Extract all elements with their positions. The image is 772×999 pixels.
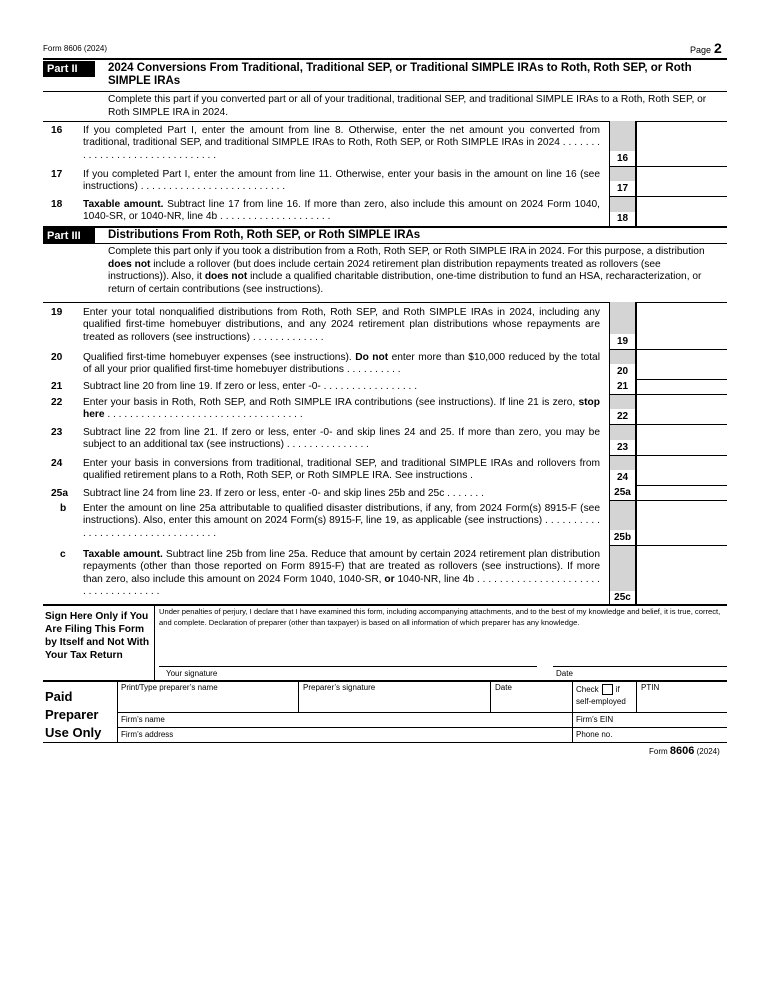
sign-here-label: Sign Here Only if You Are Filing This Form by Itself and Not With Your Tax Return [45, 611, 150, 661]
part3-intro-a: Complete this part only if you took a distribution from a Roth, Roth SEP, or Roth SIMPLE IRA in 2024. For this purpose, a distribution [108, 246, 705, 257]
page-number-value: 2 [714, 40, 722, 56]
ptin-label: PTIN [641, 683, 660, 692]
line-23-box: 23 [609, 440, 636, 455]
sign-top-rule [43, 604, 727, 606]
preparer-date-field[interactable] [492, 694, 570, 711]
sign-date-line[interactable] [553, 666, 727, 667]
line-18-bold: Taxable amount. [83, 199, 164, 210]
line-18-text [83, 199, 600, 224]
form-id-header: Form 8606 (2024) [43, 44, 108, 53]
firm-ein-field[interactable] [616, 713, 726, 726]
part3-intro [108, 246, 723, 296]
footer-year: (2024) [696, 747, 720, 756]
line-17-box: 17 [609, 181, 636, 196]
line-25b-amount[interactable] [637, 501, 726, 544]
line-18-number: 18 [51, 199, 63, 210]
line-22-text [83, 397, 600, 422]
part3-title: Distributions From Roth, Roth SEP, or Roth SIMPLE IRAs [108, 229, 421, 241]
prep-col-1 [298, 680, 299, 712]
page-word: Page [690, 45, 712, 55]
your-signature-label: Your signature [166, 669, 218, 678]
preparer-signature-field[interactable] [300, 694, 488, 711]
footer-form-number: 8606 [669, 745, 695, 757]
line-25c-bold2: or [384, 573, 395, 585]
prep-col-3 [572, 680, 573, 742]
part3-intro-d: does not [204, 271, 248, 282]
sign-date-label: Date [556, 669, 573, 678]
line-25c-text [83, 549, 600, 599]
line-25b-box: 25b [609, 530, 636, 545]
line-23-number: 23 [51, 427, 63, 438]
preparer-signature-label: Preparer’s signature [303, 683, 376, 692]
sign-divider [154, 604, 155, 680]
shade-22 [609, 394, 636, 409]
line-25b-text: Enter the amount on line 25a attributable to qualified disaster distributions, if any, from 2024 Form(s) 8915-F (see instructions). Also, enter this amount on 2024 Form(s) 8915-F, line 19, as applicable (see instructions) . . . . . . . . . . . . . . . . . . . . . . . . . . . . . . . . . . [83, 503, 600, 539]
line-23-amount[interactable] [637, 425, 726, 454]
line-20-b: enter more than $10,000 reduced by the total of all your prior qualified first-time homebuyer distributions . . . . . . . . . . [83, 352, 600, 376]
phone-label: Phone no. [576, 730, 613, 739]
penalty-statement: Under penalties of perjury, I declare that I have examined this form, including accompanying attachments, and to the best of my knowledge and belief, it is true, correct, and complete. Declaration of preparer (other than taxpayer) is based on all information of which preparer has any knowledge. [159, 607, 721, 627]
line-24-box: 24 [609, 470, 636, 485]
line-22-a: Enter your basis in Roth, Roth SEP, and Roth SIMPLE IRA contributions (see instructions). If line 21 is zero, [83, 397, 579, 408]
part3-intro-b: does not [108, 258, 151, 270]
line-25c-bold: Taxable amount. [83, 549, 163, 560]
firm-name-label: Firm’s name [121, 715, 165, 724]
firm-ein-label: Firm’s EIN [576, 715, 614, 724]
self-employed-checkbox[interactable] [602, 684, 613, 695]
line-25a-text: Subtract line 24 from line 23. If zero or less, enter -0- and skip lines 25b and 25c . . . . . . . [83, 488, 484, 499]
line-25b-number: b [60, 503, 67, 514]
header-rule [43, 58, 727, 60]
line-25a-amount[interactable] [637, 486, 726, 499]
line-21-box: 21 [609, 379, 636, 394]
line-16-box: 16 [609, 151, 636, 166]
line-25a-box: 25a [609, 485, 636, 500]
part2-title-rule [43, 91, 727, 92]
line-18-box: 18 [609, 212, 636, 226]
ptin-field[interactable] [638, 694, 726, 711]
line-25c-box: 25c [609, 591, 636, 604]
line-16-text: If you completed Part I, enter the amount from line 8. Otherwise, enter the net amount you converted from traditional, traditional SEP, and traditional SIMPLE IRAs to Roth, Roth SEP, or Roth SIMPLE IRAs in 2024 . . . . . . . . . . . . . . . . . . . . . . . . . . . . . . . [83, 125, 600, 161]
line-18-body: Subtract line 17 from line 16. If more than zero, also include this amount on 2024 Form 1040, 1040-SR, or 1040-NR, line 4b . . . . . . . . . . . . . . . . . . . . [83, 199, 600, 223]
line-23-text: Subtract line 22 from line 21. If zero or less, enter -0- and skip lines 24 and 25. If more than zero, you may be subject to an additional tax (see instructions) . . . . . . . . . . . . . . . [83, 427, 600, 451]
line-19-box: 19 [609, 334, 636, 349]
shade-25c [609, 545, 636, 591]
line-21-amount[interactable] [637, 380, 726, 393]
part2-intro: Complete this part if you converted part or all of your traditional, traditional SEP, and traditional SIMPLE IRAs to a Roth, Roth SEP, or Roth SIMPLE IRA in 2024. [108, 94, 707, 118]
self-employed-label: self-employed [576, 697, 626, 706]
line-20-box: 20 [609, 364, 636, 379]
line-21-number: 21 [51, 381, 63, 392]
line-22-amount[interactable] [637, 395, 726, 423]
line-22-bold: stop here [83, 397, 600, 421]
part3-title-rule [43, 243, 727, 244]
firm-address-label: Firm’s address [121, 730, 174, 739]
line-22-box: 22 [609, 409, 636, 424]
line-22-b: . . . . . . . . . . . . . . . . . . . . . . . . . . . . . . . . . . . [104, 409, 303, 421]
part3-intro-e: include a qualified charitable distribution, one-time distribution to fund an HSA, recharacterization, or return of certain contributions (see instructions). [108, 271, 702, 295]
line-18-amount[interactable] [637, 197, 726, 225]
self-employed-check [576, 684, 626, 708]
line-25c-amount[interactable] [637, 546, 726, 603]
line-19-number: 19 [51, 307, 63, 318]
shade-20 [609, 349, 636, 364]
line-20-a: Qualified first-time homebuyer expenses (see instructions). [83, 352, 356, 363]
firm-name-field[interactable] [170, 713, 570, 726]
line-25c-a: Subtract line 25b from line 25a. Reduce that amount by certain 2024 retirement plan distribution repayments (other than those reported on Form 8915-F) that are treated as rollovers (see instructions). If more than zero, also include this amount on 2024 Form 1040, 1040-SR, [83, 549, 600, 585]
preparer-divider [117, 680, 118, 742]
preparer-name-label: Print/Type preparer’s name [121, 683, 218, 692]
footer-form-word: Form [649, 747, 668, 756]
line-20-number: 20 [51, 352, 63, 363]
line-16-number: 16 [51, 125, 63, 136]
line-25a-number: 25a [51, 488, 68, 499]
shade-18 [609, 196, 636, 212]
form-footer [649, 745, 720, 757]
part3-top-rule [43, 226, 727, 228]
shade-24 [609, 455, 636, 470]
preparer-top-rule [43, 680, 727, 682]
line-24-text: Enter your basis in conversions from traditional, traditional SEP, and traditional SIMPLE IRAs and rollovers from qualified retirement plans to a Roth, Roth SEP, or Roth SIMPLE IRA. See instructions . [83, 458, 600, 482]
preparer-date-label: Date [495, 683, 512, 692]
page-number [690, 40, 722, 56]
part3-label: Part III [43, 228, 95, 244]
line-20-amount[interactable] [637, 350, 726, 378]
line-17-number: 17 [51, 169, 63, 180]
line-16-amount[interactable] [637, 122, 726, 165]
paid-preparer-label: Paid Preparer Use Only [45, 689, 102, 740]
preparer-name-field[interactable] [120, 694, 296, 711]
shade-17 [609, 166, 636, 181]
part2-title: 2024 Conversions From Traditional, Traditional SEP, or Traditional SIMPLE IRAs to Roth, Roth SEP, or Roth SIMPLE IRAs [108, 62, 692, 87]
line-17-text: If you completed Part I, enter the amount from line 11. Otherwise, enter your basis in the amount on line 16 (see instructions) . . . . . . . . . . . . . . . . . . . . . . . . . . [83, 169, 600, 193]
preparer-bottom-rule [43, 742, 727, 743]
part2-label: Part II [43, 61, 95, 77]
line-22-number: 22 [51, 397, 63, 408]
line-17-amount[interactable] [637, 167, 726, 195]
part3-intro-c: include a rollover (but does include certain 2024 retirement plan distribution repayments treated as rollovers (see instructions)). Also, it [108, 258, 661, 282]
if-word: if [615, 685, 620, 694]
your-signature-line[interactable] [159, 666, 537, 667]
line-25c-number: c [60, 549, 66, 560]
line-24-number: 24 [51, 458, 63, 469]
line-20-bold: Do not [355, 352, 389, 363]
shade-16 [609, 121, 636, 151]
line-19-amount[interactable] [637, 303, 726, 348]
shade-23 [609, 424, 636, 440]
line-21-text: Subtract line 20 from line 19. If zero or less, enter -0- . . . . . . . . . . . . . . . . . [83, 381, 418, 392]
phone-field[interactable] [622, 728, 726, 741]
prep-col-4 [636, 680, 637, 712]
check-word: Check [576, 685, 599, 694]
line-20-text [83, 352, 600, 377]
line-19-text: Enter your total nonqualified distributions from Roth, Roth SEP, and Roth SIMPLE IRAs in 2024, including any qualified first-time homebuyer distributions, and any 2024 retirement plan distributions whose repayments are treated as rollovers (see instructions) . . . . . . . . . . . . . [83, 307, 600, 343]
line-24-amount[interactable] [637, 456, 726, 484]
shade-19 [609, 302, 636, 334]
firm-address-field[interactable] [185, 728, 570, 741]
prep-col-2 [490, 680, 491, 712]
line-25c-b: 1040-NR, line 4b . . . . . . . . . . . . . . . . . . . . . . . . . . . . . . . . . . . . [83, 573, 600, 598]
shade-25b [609, 500, 636, 530]
